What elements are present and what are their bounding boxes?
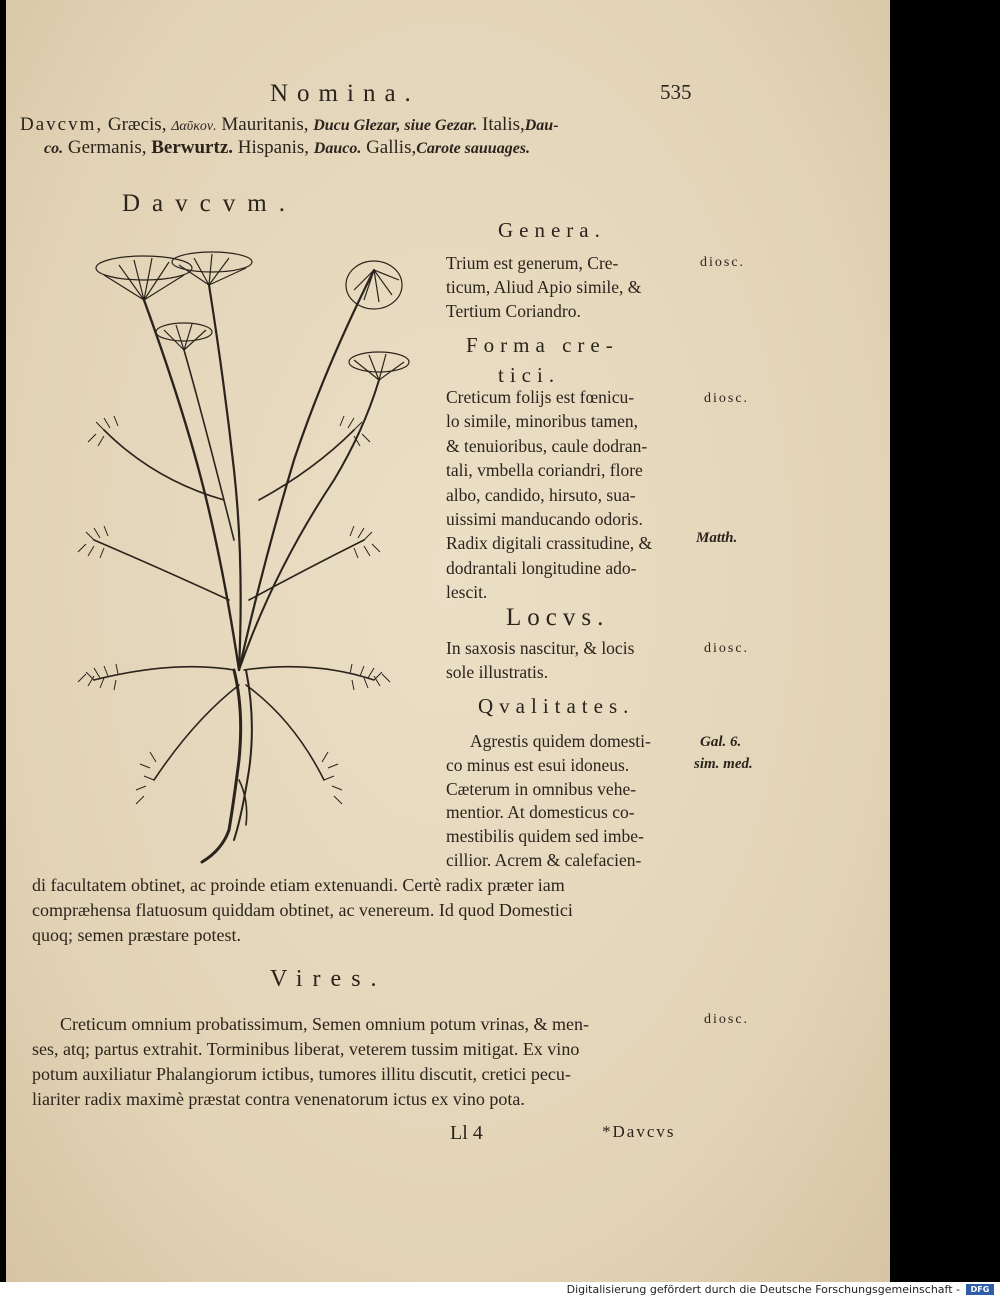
margin-note: diosc.	[704, 391, 750, 406]
text-line: Creticum omnium probatissimum, Semen omnium potum vrinas, & men-	[60, 1014, 589, 1034]
signature-mark: Ll 4	[450, 1122, 483, 1144]
margin-note: diosc.	[704, 641, 750, 656]
text-line: lo simile, minoribus tamen,	[446, 411, 638, 432]
nomina-line-2	[44, 137, 530, 159]
text-line: di facultatem obtinet, ac proinde etiam extenuandi. Certè radix præter iam	[32, 875, 565, 895]
margin-note: sim. med.	[694, 756, 753, 772]
nomina-text: Italis,	[482, 114, 525, 135]
daucus-woodcut-illustration	[34, 240, 424, 870]
running-head: Nomina.	[270, 80, 420, 107]
text-line: quoq; semen præstare potest.	[32, 925, 241, 945]
genera-text	[446, 251, 641, 323]
text-line: co minus est esui idoneus.	[446, 754, 630, 775]
book-page	[6, 0, 890, 1282]
nomina-text: Mauritanis,	[221, 114, 309, 135]
margin-note: Matth.	[696, 530, 738, 546]
locus-text	[446, 636, 634, 684]
text-line: ses, atq; partus extrahit. Torminibus liberat, veterem tussim mitigat. Ex vino	[32, 1039, 580, 1059]
text-line: uissimi manducando odoris.	[446, 509, 643, 530]
text-line: albo, candido, hirsuto, sua-	[446, 484, 636, 505]
heading-vires: Vires.	[270, 966, 387, 992]
heading-genera: Genera.	[498, 218, 606, 242]
nomina-italic: Ducu Glezar, siue Gezar.	[313, 117, 478, 134]
nomina-italic: Dauco.	[313, 140, 362, 157]
vires-text	[32, 1012, 589, 1112]
nomina-text: Germanis,	[67, 137, 147, 158]
margin-note: diosc.	[704, 1012, 750, 1027]
nomina-blackletter: Berwurtz.	[151, 137, 234, 158]
text-line: In saxosis nascitur, & locis	[446, 638, 635, 658]
footer-credit: Digitalisierung gefördert durch die Deutsche Forschungsgemeinschaft -	[566, 1283, 960, 1296]
full-width-text	[32, 873, 573, 948]
text-line: Tertium Coriandro.	[446, 301, 581, 321]
text-line: Trium est generum, Cre-	[446, 253, 619, 273]
page-number: 535	[660, 80, 692, 104]
text-line: Creticum folijs est fœnicu-	[446, 387, 635, 407]
forma-text	[446, 385, 652, 605]
heading-forma-cont: tici.	[498, 363, 561, 387]
text-line: tali, vmbella coriandri, flore	[446, 460, 643, 481]
heading-locus: Locvs.	[506, 604, 610, 631]
nomina-text: Græcis,	[107, 114, 167, 135]
heading-qualitates: Qvalitates.	[478, 694, 635, 718]
catchword: *Davcvs	[602, 1122, 676, 1141]
text-line: Radix digitali crassitudine, &	[446, 533, 653, 554]
nomina-italic: co.	[44, 140, 64, 157]
text-line: liariter radix maximè præstat contra venenatorum ictus ex vino pota.	[32, 1089, 525, 1109]
text-line: & tenuioribus, caule dodran-	[446, 435, 648, 456]
text-line: mentior. At domesticus co-	[446, 802, 635, 823]
nomina-text: Gallis,	[366, 137, 417, 158]
heading-forma: Forma cre-	[466, 333, 619, 357]
plant-title: Davcvm.	[122, 190, 297, 217]
margin-note: Gal. 6.	[700, 734, 742, 750]
text-line: cillior. Acrem & calefacien-	[446, 849, 642, 870]
nomina-italic: Carote sauuages.	[416, 140, 531, 157]
qualitates-text	[446, 730, 651, 873]
nomina-line-1	[20, 114, 559, 136]
nomina-text: Hispanis,	[237, 137, 310, 158]
text-line: mestibilis quidem sed imbe-	[446, 826, 644, 847]
text-line: dodrantali longitudine ado-	[446, 557, 637, 578]
text-line: lescit.	[446, 582, 488, 603]
text-line: sole illustratis.	[446, 662, 549, 682]
nomina-headword: Davcvm,	[20, 114, 104, 135]
text-line: Cæterum in omnibus vehe-	[446, 778, 637, 799]
text-line: compræhensa flatuosum quiddam obtinet, ac venereum. Id quod Domestici	[32, 900, 573, 920]
margin-note: diosc.	[700, 255, 746, 270]
text-line: potum auxiliatur Phalangiorum ictibus, tumores illitu discutit, cretici pecu-	[32, 1064, 571, 1084]
nomina-italic: Dau-	[524, 117, 559, 134]
text-line: ticum, Aliud Apio simile, &	[446, 277, 642, 297]
nomina-greek: Δαῦκον.	[171, 119, 217, 134]
text-line: Agrestis quidem domesti-	[470, 731, 651, 751]
dfg-logo: DFG	[966, 1284, 994, 1295]
